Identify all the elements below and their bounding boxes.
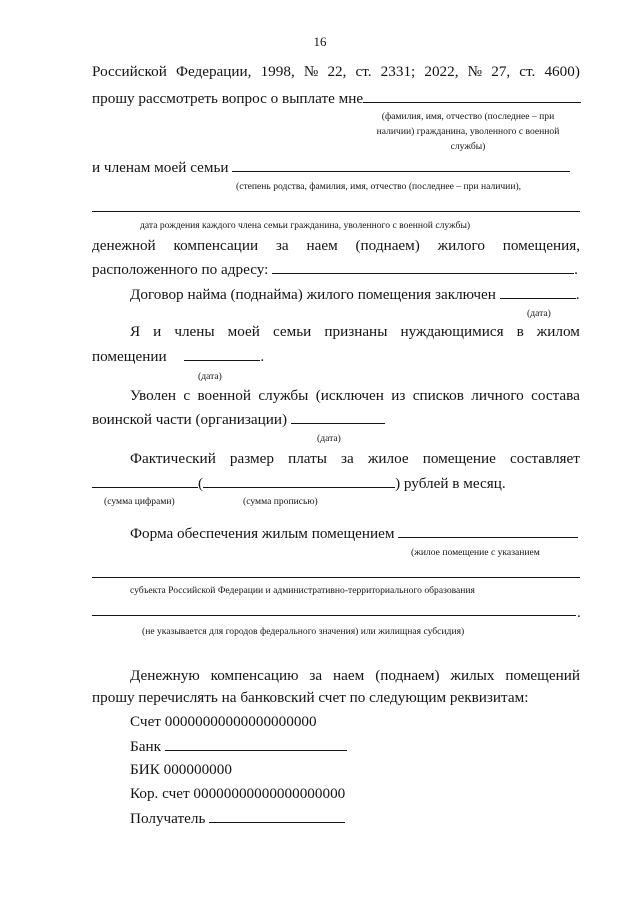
word: Фактический	[130, 450, 216, 467]
unit-text: воинской части (организации)	[92, 411, 288, 428]
word: №	[303, 63, 319, 80]
word: нуждающимися	[400, 323, 504, 340]
word: наем	[306, 237, 338, 254]
corr-account-line: Кор. счет 00000000000000000000	[130, 785, 346, 802]
line-contract	[130, 284, 580, 305]
line-address	[92, 259, 580, 280]
bank-blank[interactable]	[165, 736, 347, 751]
unit-date-blank[interactable]	[291, 409, 385, 424]
recipient-label: Получатель	[130, 810, 206, 827]
word: личного	[471, 387, 524, 404]
caption-sum-digits: (сумма цифрами)	[104, 496, 175, 507]
request-text: прошу рассмотреть вопрос о выплате мне	[92, 90, 364, 107]
word: 2331;	[380, 63, 416, 80]
word: (поднаем)	[355, 237, 420, 254]
word: с	[183, 387, 191, 404]
form-text: Форма обеспечения жилым помещением	[130, 525, 395, 542]
word: жилых	[450, 667, 495, 684]
premises-text: помещении	[92, 348, 167, 365]
bank-label: Банк	[130, 738, 161, 755]
form-blank-line-2[interactable]	[92, 577, 580, 578]
word: Российской	[92, 63, 167, 80]
line-justified-7	[130, 322, 580, 342]
line-premises	[92, 346, 580, 367]
address-blank[interactable]	[272, 259, 574, 274]
line-payment	[92, 473, 580, 494]
word: платы	[288, 450, 327, 467]
word: жилое	[367, 450, 409, 467]
caption-family: (степень родства, фамилия, имя, отчество (последнее – при наличии),	[236, 181, 522, 192]
word: (поднаем)	[375, 667, 440, 684]
line-justified-4	[92, 236, 580, 256]
payment-tail: ) рублей в месяц.	[395, 475, 506, 492]
word: Уволен	[130, 387, 176, 404]
premises-period: .	[260, 348, 265, 365]
family-blank-line-2[interactable]	[92, 211, 580, 212]
caption-fio-3: службы)	[450, 141, 486, 152]
word: службы	[258, 387, 309, 404]
word: моей	[227, 323, 260, 340]
line-transfer: прошу перечислять на банковский счет по следующим реквизитам:	[92, 689, 529, 706]
word: за	[275, 237, 289, 254]
sum-digits-blank[interactable]	[92, 473, 198, 488]
word: 4600)	[544, 63, 580, 80]
contract-period: .	[575, 286, 580, 303]
word: списков	[412, 387, 464, 404]
family-blank[interactable]	[232, 157, 570, 172]
caption-sum-words: (сумма прописью)	[243, 496, 318, 507]
word: Я	[130, 323, 141, 340]
address-text: расположенного по адресу:	[92, 261, 269, 278]
word: наем	[333, 667, 365, 684]
word: за	[341, 450, 354, 467]
caption-date-3: (дата)	[317, 433, 341, 444]
word: помещение	[422, 450, 496, 467]
word: и	[153, 323, 162, 340]
word: компенсацию	[210, 667, 299, 684]
line-justified-15	[130, 666, 580, 686]
caption-form: (жилое помещение с указанием	[411, 547, 540, 558]
caption-date-1: (дата)	[527, 308, 551, 319]
word: из	[391, 387, 406, 404]
word: члены	[174, 323, 215, 340]
account-line: Счет 00000000000000000000	[130, 713, 317, 730]
word: семьи	[272, 323, 312, 340]
fio-blank[interactable]	[363, 88, 581, 103]
line-request	[92, 88, 580, 109]
caption-fio	[356, 111, 580, 153]
word: за	[309, 667, 323, 684]
caption-fio-2: наличии) гражданина, уволенного с военной	[376, 126, 560, 137]
bik-line: БИК 000000000	[130, 761, 232, 778]
contract-date-blank[interactable]	[500, 284, 576, 299]
word: ст.	[355, 63, 372, 80]
word: Денежную	[130, 667, 200, 684]
family-text: и членам моей семьи	[92, 159, 229, 176]
recipient-blank[interactable]	[209, 808, 345, 823]
word: 27,	[491, 63, 511, 80]
word: жилом	[536, 323, 580, 340]
bank-line	[130, 736, 580, 757]
caption-fio-1: (фамилия, имя, отчество (последнее – при	[381, 111, 555, 122]
line-justified-9	[130, 386, 580, 406]
line-form	[130, 523, 580, 544]
caption-subject: субъекта Российской Федерации и административно-территориального образования	[130, 585, 475, 596]
line-family	[92, 157, 580, 178]
word: 22,	[327, 63, 347, 80]
word: составляет	[509, 450, 580, 467]
word: помещения,	[502, 237, 580, 254]
word: в	[516, 323, 524, 340]
word: 2022,	[424, 63, 459, 80]
line-justified-1	[92, 62, 580, 82]
line-justified-11	[130, 449, 580, 469]
recipient-line	[130, 808, 580, 829]
page-number: 16	[313, 34, 327, 49]
word: признаны	[324, 323, 388, 340]
premises-date-blank[interactable]	[184, 346, 260, 361]
caption-birth: дата рождения каждого члена семьи гражданина, уволенного с военной службы)	[140, 220, 471, 231]
caption-date-2: (дата)	[198, 371, 222, 382]
word: компенсации	[173, 237, 259, 254]
word: состава	[531, 387, 580, 404]
form-blank-line-3[interactable]	[92, 615, 576, 616]
word: (исключен	[315, 387, 384, 404]
paren-open: (	[198, 475, 204, 492]
word: Федерации,	[175, 63, 252, 80]
address-period: .	[574, 261, 578, 278]
word: помещений	[505, 667, 580, 684]
contract-text: Договор найма (поднайма) жилого помещения заключен	[130, 286, 496, 303]
word: ст.	[519, 63, 536, 80]
line-unit	[92, 409, 580, 430]
word: жилого	[437, 237, 485, 254]
form-blank[interactable]	[398, 523, 578, 538]
word: размер	[229, 450, 274, 467]
form-period: .	[577, 605, 581, 621]
word: 1998,	[260, 63, 295, 80]
caption-subsidy: (не указывается для городов федерального значения) или жилищная субсидия)	[142, 626, 465, 637]
sum-words-blank[interactable]	[203, 473, 395, 488]
word: денежной	[92, 237, 156, 254]
word: №	[467, 63, 483, 80]
word: военной	[197, 387, 252, 404]
